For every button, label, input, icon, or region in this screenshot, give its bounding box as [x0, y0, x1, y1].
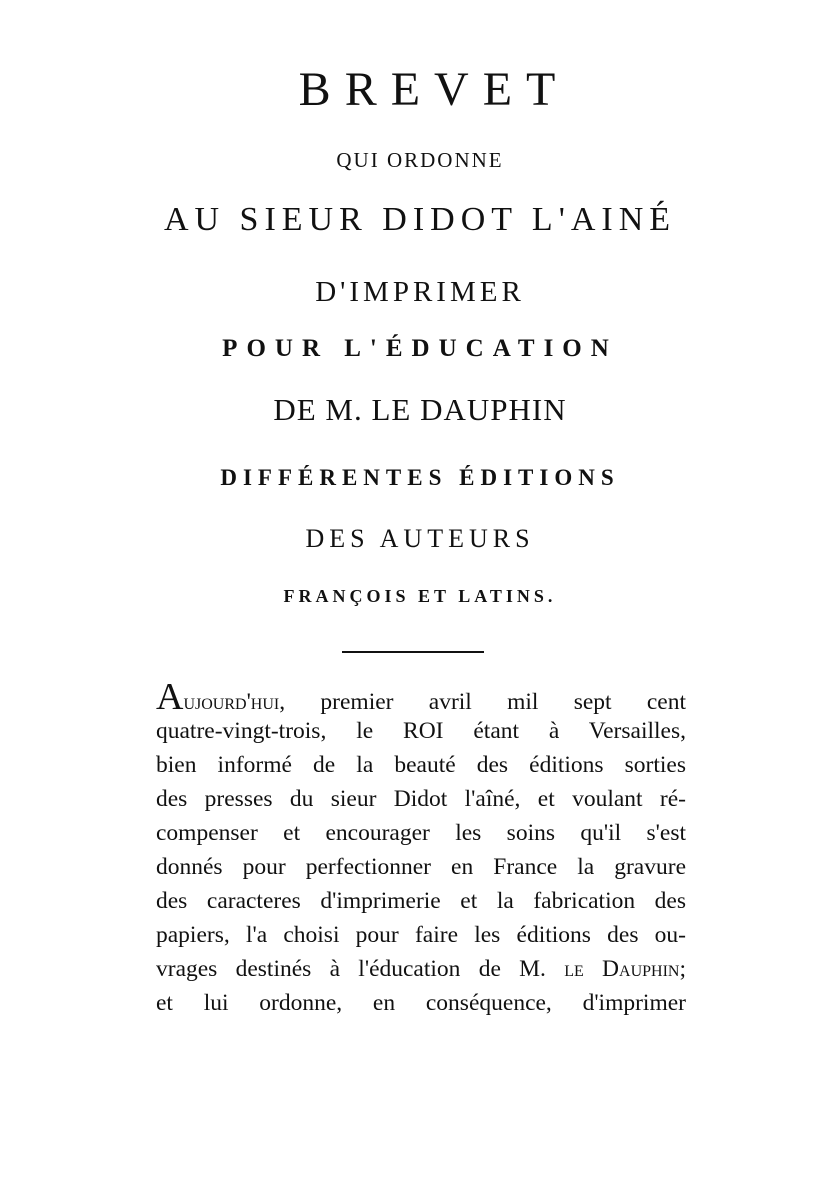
- body-line-7: des caracteres d'imprimerie et la fabrication des: [156, 888, 686, 914]
- title-de-m-le-dauphin: DE M. LE DAUPHIN: [273, 392, 567, 427]
- section-divider: [342, 651, 484, 653]
- body-line-4: des presses du sieur Didot l'aîné, et voulant ré-: [156, 786, 686, 812]
- title-differentes-editions: DIFFÉRENTES ÉDITIONS: [220, 465, 620, 490]
- body-line-10: et lui ordonne, en conséquence, d'imprimer: [156, 990, 686, 1016]
- opening-word-small-caps: ujourd'hui: [183, 689, 280, 715]
- line-1-text: , premier avril mil sept cent: [279, 689, 686, 715]
- body-line-1: [156, 676, 686, 718]
- body-line-8: papiers, l'a choisi pour faire les éditions des ou-: [156, 922, 686, 948]
- dauphin-small-caps: le Dauphin: [564, 956, 680, 982]
- title-francois-et-latins: FRANÇOIS ET LATINS.: [283, 586, 557, 606]
- title-qui-ordonne: QUI ORDONNE: [336, 148, 504, 172]
- line-9-text: vrages destinés à l'éducation de M.: [156, 956, 546, 982]
- title-au-sieur: AU SIEUR DIDOT L'AINÉ: [163, 201, 677, 238]
- title-d-imprimer: D'IMPRIMER: [315, 276, 525, 308]
- body-line-9: [156, 952, 686, 986]
- title-brevet: BREVET: [298, 63, 570, 116]
- body-line-3: bien informé de la beauté des éditions sorties: [156, 752, 686, 778]
- body-line-6: donnés pour perfectionner en France la gravure: [156, 854, 686, 880]
- title-pour-education: POUR L'ÉDUCATION: [222, 335, 618, 362]
- line-9-end: ;: [679, 956, 686, 982]
- drop-cap: A: [156, 676, 184, 718]
- body-line-2: quatre-vingt-trois, le ROI étant à Versailles,: [156, 718, 686, 744]
- title-des-auteurs: DES AUTEURS: [305, 524, 535, 553]
- body-line-5: compenser et encourager les soins qu'il s'est: [156, 820, 686, 846]
- body-paragraph: [156, 676, 686, 1020]
